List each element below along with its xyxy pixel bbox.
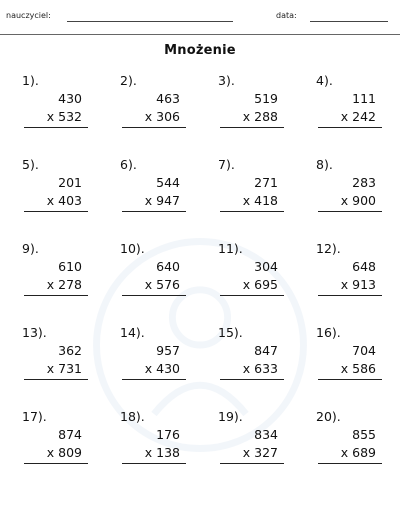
header-divider [0,34,400,35]
answer-line[interactable] [220,127,284,128]
problem-15 [218,325,284,389]
problem-number: 9). [22,241,39,256]
multiplicand: 648 [352,259,376,274]
problem-17 [22,409,88,473]
problem-8 [316,157,382,221]
multiplier: x 586 [340,361,376,376]
problem-number: 14). [120,325,145,340]
multiplicand: 874 [58,427,82,442]
problem-number: 20). [316,409,341,424]
multiplicand: 957 [156,343,180,358]
multiplier: x 947 [144,193,180,208]
problem-number: 17). [22,409,47,424]
multiplicand: 271 [254,175,278,190]
multiplier: x 695 [242,277,278,292]
multiplier: x 900 [340,193,376,208]
answer-line[interactable] [122,295,186,296]
answer-line[interactable] [122,379,186,380]
problem-number: 12). [316,241,341,256]
problem-number: 19). [218,409,243,424]
problem-2 [120,73,186,137]
multiplier: x 689 [340,445,376,460]
problem-9 [22,241,88,305]
multiplier: x 430 [144,361,180,376]
teacher-field-line[interactable] [67,21,233,22]
problem-12 [316,241,382,305]
multiplicand: 704 [352,343,376,358]
worksheet-title: Mnożenie [164,43,236,58]
date-field-line[interactable] [310,21,388,22]
answer-line[interactable] [318,127,382,128]
answer-line[interactable] [220,463,284,464]
teacher-label: nauczyciel: [6,11,51,20]
multiplicand: 430 [58,91,82,106]
multiplier: x 913 [340,277,376,292]
problem-number: 4). [316,73,333,88]
multiplicand: 463 [156,91,180,106]
problem-number: 18). [120,409,145,424]
multiplier: x 576 [144,277,180,292]
multiplicand: 176 [156,427,180,442]
multiplicand: 834 [254,427,278,442]
problem-10 [120,241,186,305]
answer-line[interactable] [220,295,284,296]
problem-14 [120,325,186,389]
multiplier: x 418 [242,193,278,208]
multiplier: x 288 [242,109,278,124]
problem-number: 15). [218,325,243,340]
problem-18 [120,409,186,473]
multiplicand: 847 [254,343,278,358]
problem-number: 8). [316,157,333,172]
problem-1 [22,73,88,137]
answer-line[interactable] [220,211,284,212]
answer-line[interactable] [318,211,382,212]
problem-number: 10). [120,241,145,256]
multiplicand: 640 [156,259,180,274]
problem-13 [22,325,88,389]
answer-line[interactable] [318,295,382,296]
answer-line[interactable] [318,379,382,380]
answer-line[interactable] [24,463,88,464]
multiplicand: 855 [352,427,376,442]
multiplier: x 809 [46,445,82,460]
problem-11 [218,241,284,305]
problem-16 [316,325,382,389]
multiplier: x 306 [144,109,180,124]
problem-number: 3). [218,73,235,88]
multiplicand: 201 [58,175,82,190]
problem-6 [120,157,186,221]
problem-20 [316,409,382,473]
problem-3 [218,73,284,137]
multiplier: x 327 [242,445,278,460]
multiplier: x 731 [46,361,82,376]
problem-number: 6). [120,157,137,172]
answer-line[interactable] [24,127,88,128]
multiplier: x 633 [242,361,278,376]
problem-number: 16). [316,325,341,340]
multiplier: x 138 [144,445,180,460]
multiplier: x 532 [46,109,82,124]
date-label: data: [276,11,297,20]
multiplicand: 544 [156,175,180,190]
problem-7 [218,157,284,221]
problem-number: 11). [218,241,243,256]
problem-19 [218,409,284,473]
answer-line[interactable] [24,379,88,380]
answer-line[interactable] [122,211,186,212]
answer-line[interactable] [24,295,88,296]
multiplicand: 283 [352,175,376,190]
answer-line[interactable] [122,127,186,128]
multiplier: x 403 [46,193,82,208]
answer-line[interactable] [318,463,382,464]
problem-5 [22,157,88,221]
problem-number: 13). [22,325,47,340]
problem-number: 2). [120,73,137,88]
answer-line[interactable] [24,211,88,212]
multiplicand: 362 [58,343,82,358]
answer-line[interactable] [220,379,284,380]
multiplicand: 304 [254,259,278,274]
answer-line[interactable] [122,463,186,464]
problem-number: 1). [22,73,39,88]
multiplicand: 111 [352,91,376,106]
problem-number: 7). [218,157,235,172]
problem-number: 5). [22,157,39,172]
multiplicand: 519 [254,91,278,106]
multiplicand: 610 [58,259,82,274]
problem-4 [316,73,382,137]
multiplier: x 242 [340,109,376,124]
multiplier: x 278 [46,277,82,292]
